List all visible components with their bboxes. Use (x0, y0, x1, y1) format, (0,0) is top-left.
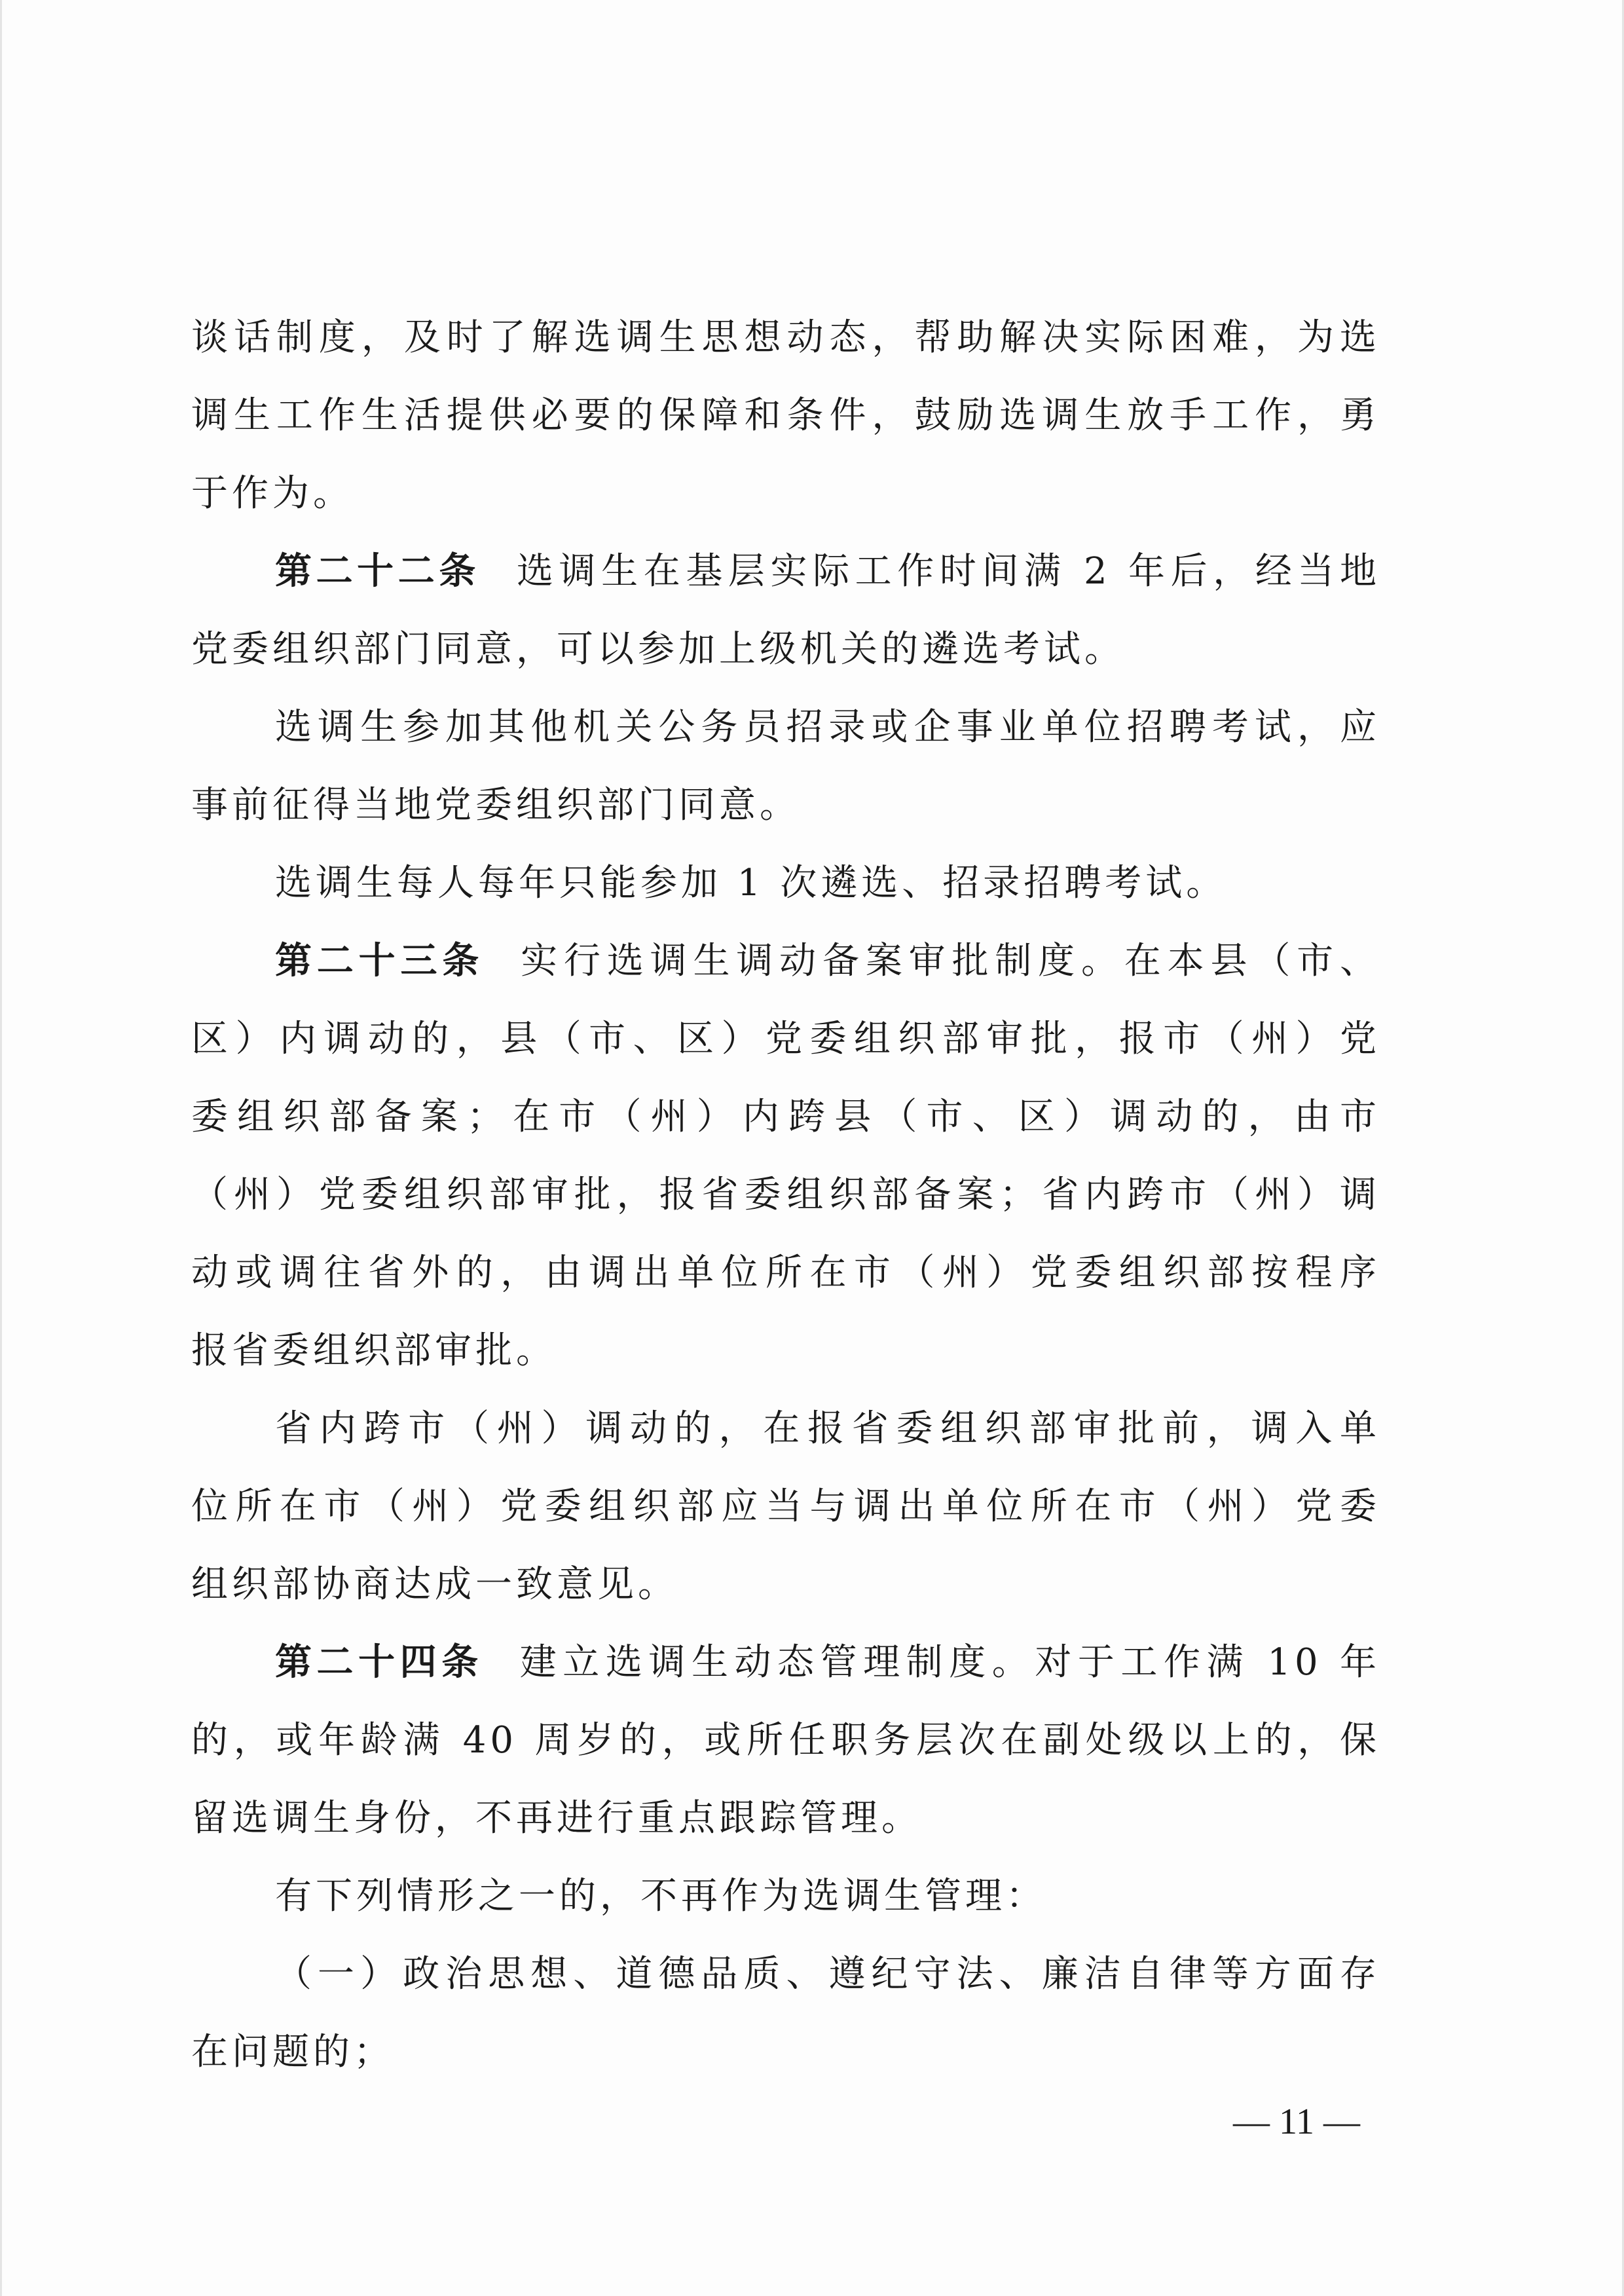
text-line (191, 532, 1380, 610)
line-text: 选调生每人每年只能参加 1 次遴选、招录招聘考试。 (275, 862, 1227, 904)
line-text: 事前征得当地党委组织部门同意。 (191, 784, 800, 826)
line-text: 在问题的； (191, 2031, 394, 2073)
text-line (191, 1390, 1380, 1468)
line-text: 省内跨市（州）调动的，在报省委组织部审批前，调入单 (275, 1407, 1380, 1450)
scan-edge-left (0, 0, 2, 2296)
line-text: 选调生参加其他机关公务员招录或企事业单位招聘考试，应 (275, 706, 1380, 749)
line-text: 位所在市（州）党委组织部应当与调出单位所在市（州）党委 (191, 1485, 1380, 1528)
line-text: 区）内调动的，县（市、区）党委组织部审批，报市（州）党 (191, 1018, 1380, 1060)
line-text: 选调生在基层实际工作时间满 2 年后，经当地 (516, 550, 1380, 593)
line-text: 实行选调生调动备案审批制度。在本县（市、 (521, 940, 1381, 982)
line-text: 建立选调生动态管理制度。对于工作满 10 年 (519, 1641, 1381, 1684)
line-text: 于作为。 (191, 472, 354, 515)
article-number: 第二十四条 (275, 1641, 483, 1684)
line-text: （一）政治思想、道德品质、遵纪守法、廉洁自律等方面存 (275, 1953, 1380, 1995)
text-line (191, 1935, 1380, 2013)
text-line (191, 1156, 1380, 1234)
text-line (191, 688, 1380, 766)
line-text: 有下列情形之一的，不再作为选调生管理： (275, 1875, 1046, 1917)
line-text: 党委组织部门同意，可以参加上级机关的遴选考试。 (191, 628, 1125, 671)
line-text: 报省委组织部审批。 (191, 1329, 557, 1372)
line-text: 委组织部备案；在市（州）内跨县（市、区）调动的，由市 (191, 1096, 1380, 1138)
text-line (191, 1779, 1380, 1857)
body-text (191, 299, 1380, 2091)
text-line (191, 1468, 1380, 1546)
page-number: — 11 — (1233, 2102, 1360, 2142)
text-line (191, 377, 1380, 454)
article-number: 第二十二条 (275, 550, 480, 593)
line-text: （州）党委组织部审批，报省委组织部备案；省内跨市（州）调 (191, 1174, 1380, 1216)
line-text: 留选调生身份，不再进行重点跟踪管理。 (191, 1797, 922, 1840)
text-line (191, 1623, 1380, 1701)
line-text: 动或调往省外的，由调出单位所在市（州）党委组织部按程序 (191, 1251, 1380, 1294)
text-line (191, 299, 1380, 377)
text-line (191, 766, 1380, 844)
text-line (191, 1701, 1380, 1779)
text-line (191, 1234, 1380, 1312)
text-line (191, 1312, 1380, 1390)
text-line (191, 1857, 1380, 1935)
line-text: 调生工作生活提供必要的保障和条件，鼓励选调生放手工作，勇 (191, 394, 1380, 437)
article-number: 第二十三条 (275, 940, 485, 982)
text-line (191, 1546, 1380, 1623)
text-line (191, 1000, 1380, 1078)
line-text: 的，或年龄满 40 周岁的，或所任职务层次在副处级以上的，保 (191, 1719, 1380, 1762)
text-line (191, 922, 1380, 1000)
line-text: 组织部协商达成一致意见。 (191, 1563, 678, 1606)
text-line (191, 844, 1380, 922)
text-line (191, 1078, 1380, 1156)
text-line (191, 2013, 1380, 2091)
line-text: 谈话制度，及时了解选调生思想动态，帮助解决实际困难，为选 (191, 316, 1380, 359)
text-line (191, 454, 1380, 532)
text-line (191, 610, 1380, 688)
